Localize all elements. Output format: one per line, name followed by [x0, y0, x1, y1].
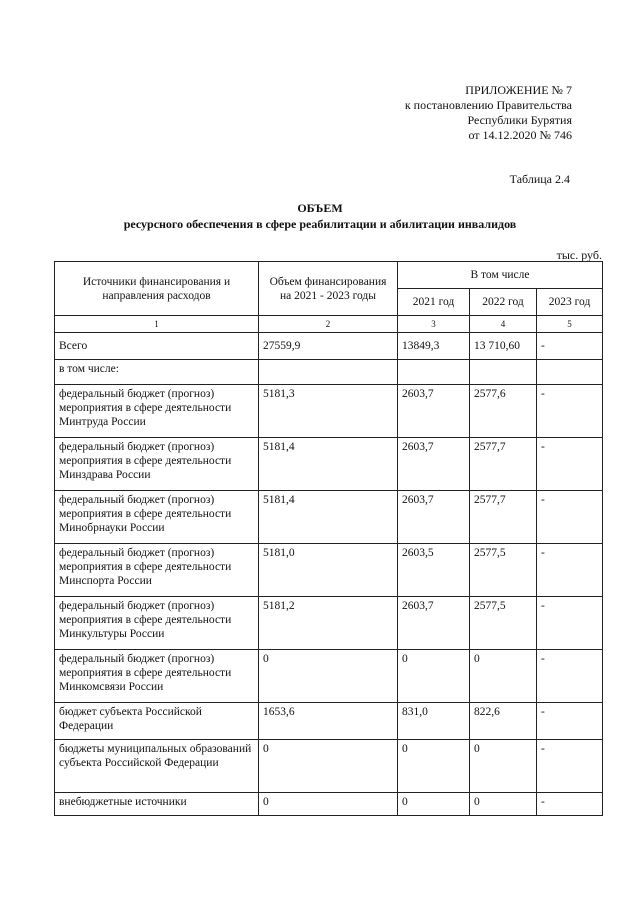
- resource-table: [54, 261, 603, 816]
- row-label: федеральный бюджет (прогноз) мероприятия в сфере деятельности Минкомсвязи России: [55, 650, 259, 703]
- col-number: 5: [537, 316, 603, 333]
- cell-total: 27559,9: [259, 333, 398, 360]
- row-label: Всего: [55, 333, 259, 360]
- table-row-total: [55, 333, 603, 360]
- table-row: [55, 793, 603, 816]
- table-row-intro: [55, 360, 603, 385]
- cell-total: 5181,0: [259, 544, 398, 597]
- cell-2023: -: [537, 385, 603, 438]
- header-2022: 2022 год: [470, 289, 537, 316]
- cell-2021: 13849,3: [398, 333, 470, 360]
- cell-2023: -: [537, 333, 603, 360]
- units-label: тыс. руб.: [556, 248, 602, 262]
- cell-total: 0: [259, 793, 398, 816]
- table-row: [55, 703, 603, 740]
- cell-2023: -: [537, 597, 603, 650]
- cell-2023: -: [537, 438, 603, 491]
- row-label: внебюджетные источники: [55, 793, 259, 816]
- row-label: бюджеты муниципальных образований субъекта Российской Федерации: [55, 740, 259, 793]
- page-title: [0, 200, 640, 232]
- cell-2022: 2577,5: [470, 544, 537, 597]
- cell-total: 5181,4: [259, 438, 398, 491]
- col-number: 4: [470, 316, 537, 333]
- row-label: в том числе:: [55, 360, 259, 385]
- cell-2022: 2577,6: [470, 385, 537, 438]
- header-2021: 2021 год: [398, 289, 470, 316]
- col-number: 3: [398, 316, 470, 333]
- cell-total: 1653,6: [259, 703, 398, 740]
- table-row: [55, 438, 603, 491]
- appendix-number: ПРИЛОЖЕНИЕ № 7: [465, 83, 572, 97]
- cell-2021: 2603,7: [398, 438, 470, 491]
- col-number: 2: [259, 316, 398, 333]
- cell-2023: -: [537, 544, 603, 597]
- cell-2023: -: [537, 740, 603, 793]
- cell-2022: 822,6: [470, 703, 537, 740]
- row-label: федеральный бюджет (прогноз) мероприятия в сфере деятельности Минкультуры России: [55, 597, 259, 650]
- cell-2021: 2603,7: [398, 597, 470, 650]
- title-line-2: ресурсного обеспечения в сфере реабилитации и абилитации инвалидов: [123, 217, 517, 231]
- cell-total: 0: [259, 740, 398, 793]
- table-row: [55, 491, 603, 544]
- cell-2021: 2603,7: [398, 385, 470, 438]
- table-row: [55, 597, 603, 650]
- row-label: федеральный бюджет (прогноз) мероприятия в сфере деятельности Минобрнауки России: [55, 491, 259, 544]
- header-source: Источники финансирования и направления расходов: [55, 262, 259, 316]
- header-2023: 2023 год: [537, 289, 603, 316]
- cell-2021: 2603,5: [398, 544, 470, 597]
- cell-2022: 2577,5: [470, 597, 537, 650]
- row-label: бюджет субъекта Российской Федерации: [55, 703, 259, 740]
- table-row: [55, 385, 603, 438]
- table-row: [55, 650, 603, 703]
- cell-total: 0: [259, 650, 398, 703]
- cell-2023: -: [537, 703, 603, 740]
- cell-2022: 0: [470, 650, 537, 703]
- cell-2022: 2577,7: [470, 491, 537, 544]
- cell-2021: 0: [398, 740, 470, 793]
- table-row: [55, 544, 603, 597]
- cell-total: 5181,3: [259, 385, 398, 438]
- cell-total: 5181,4: [259, 491, 398, 544]
- col-number: 1: [55, 316, 259, 333]
- cell-2021: 831,0: [398, 703, 470, 740]
- row-label: федеральный бюджет (прогноз) мероприятия в сфере деятельности Минспорта России: [55, 544, 259, 597]
- header-total: Объем финансирования на 2021 - 2023 годы: [259, 262, 398, 316]
- cell-2022: 0: [470, 740, 537, 793]
- appendix-republic: Республики Бурятия: [467, 113, 572, 127]
- cell-2023: -: [537, 650, 603, 703]
- cell-2023: -: [537, 491, 603, 544]
- cell-total: 5181,2: [259, 597, 398, 650]
- table-row: [55, 740, 603, 793]
- appendix-date: от 14.12.2020 № 746: [468, 128, 572, 142]
- cell-2023: -: [537, 793, 603, 816]
- row-label: федеральный бюджет (прогноз) мероприятия в сфере деятельности Минтруда России: [55, 385, 259, 438]
- cell-2021: 0: [398, 650, 470, 703]
- cell-2021: 0: [398, 793, 470, 816]
- table-label: Таблица 2.4: [509, 172, 570, 186]
- cell-2022: 2577,7: [470, 438, 537, 491]
- appendix-header: [312, 83, 572, 143]
- cell-2022: 0: [470, 793, 537, 816]
- row-label: федеральный бюджет (прогноз) мероприятия в сфере деятельности Минздрава России: [55, 438, 259, 491]
- appendix-ref: к постановлению Правительства: [404, 98, 572, 112]
- header-including: В том числе: [398, 262, 603, 289]
- cell-2022: 13 710,60: [470, 333, 537, 360]
- cell-2021: 2603,7: [398, 491, 470, 544]
- title-line-1: ОБЪЕМ: [297, 201, 343, 215]
